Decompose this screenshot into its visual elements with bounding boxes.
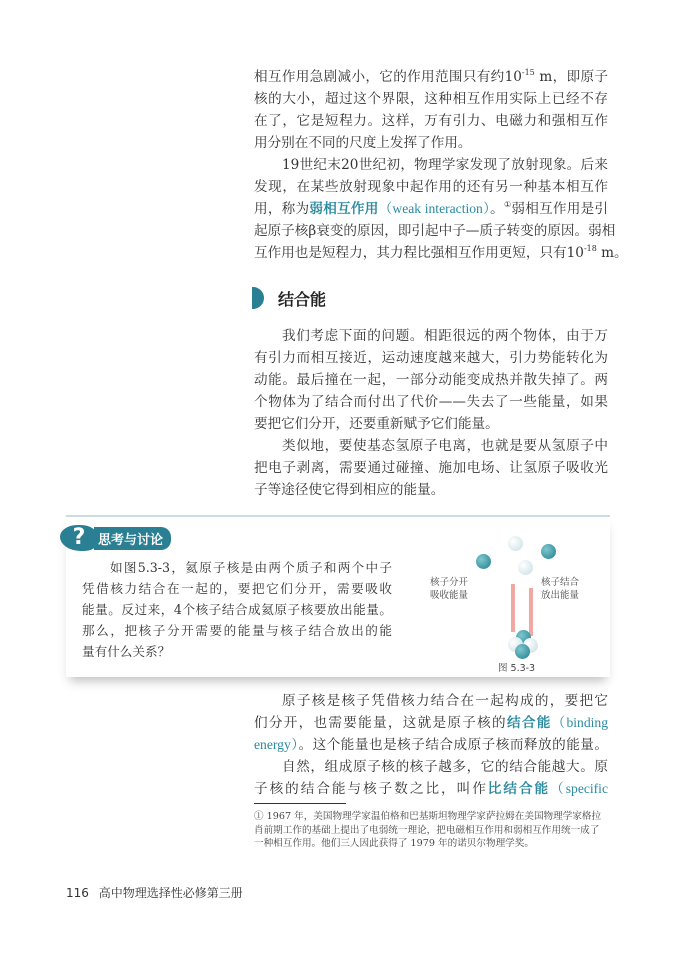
text-line [254,413,608,435]
text-segment: 起原子核β衰变的原因，即引起中子—质子转变的原因。弱相 [254,223,616,239]
key-term: 结合能 [506,715,552,731]
text-line [82,641,392,662]
text-line [254,110,608,132]
figure-caption: 图 5.3-3 [498,663,536,674]
text-line [82,578,392,599]
text-segment: 19世纪末20世纪初，物理学家发现了放射现象。后来 [282,157,608,173]
superscript: -18 [583,244,597,253]
label-line: 核子分开 [430,577,469,588]
text-line [254,690,608,712]
text-line [254,325,608,347]
text-segment: 我们考虑下面的问题。相距很远的两个物体，由于万 [282,328,608,344]
text-segment: 那么，把核子分开需要的能量与核子结合放出的能 [82,623,392,638]
text-segment: 互作用也是短程力，其力程比强相互作用更短，只有10 [254,245,584,261]
text-line [254,198,608,220]
english-term: （specific [550,781,608,796]
english-term: （binding [551,715,608,730]
text-line [82,557,392,578]
text-line [254,756,608,778]
label-combine [541,576,579,602]
text-line [254,435,608,457]
question-mark-icon: ? [60,525,98,551]
text-segment: 们分开，也需要能量，这就是原子核的 [254,715,507,731]
page-footer [66,884,243,901]
paragraph-block-forces [254,66,628,264]
proton-icon [541,544,556,559]
book-title: 高中物理选择性必修第三册 [98,886,243,900]
box-question-text [82,557,392,662]
text-line [254,66,608,88]
text-segment: 把电子剥离，需要通过碰撞、施加电场、让氢原子吸收光 [254,460,608,476]
text-segment: 个物体为了结合而付出了代价——失去了一些能量，如果 [254,394,608,410]
text-line [254,220,616,242]
text-line [254,778,608,800]
footnote-divider [254,803,346,804]
text-segment: 如图5.3-3，氦原子核是由两个质子和两个中子 [110,560,392,575]
label-line: 核子结合 [541,577,580,588]
label-line: 放出能量 [541,590,580,601]
text-line [254,347,608,369]
label-separate [430,576,468,602]
text-segment: 自然，组成原子核的核子越多，它的结合能越大。原 [282,759,608,775]
nucleus-proton-icon [515,644,530,659]
text-segment: m，即原子 [534,69,609,85]
heading-marker-icon [252,287,264,309]
text-line [254,88,608,110]
text-segment: 量有什么关系？ [82,644,171,659]
text-segment: 在了，它是短程力。这样，万有引力、电磁力和强相互作 [254,113,608,129]
text-segment: 凭借核力结合在一起的，要把它们分开，需要吸收 [82,581,392,596]
text-segment: 子等途径使它得到相应的能量。 [254,482,445,498]
text-segment: 动能。最后撞在一起，一部分动能变成热并散失掉了。两 [254,372,608,388]
box-title: 思考与讨论 [94,527,171,550]
key-term: 比结合能 [487,781,551,797]
text-segment: 。 [490,201,504,217]
text-segment: 用分别在不同的尺度上发挥了作用。 [254,135,472,151]
text-line [254,712,608,734]
think-discuss-badge [60,525,171,551]
text-segment: 要把它们分开，还要重新赋予它们能量。 [254,416,499,432]
arrow-down-icon [529,588,533,636]
label-line: 吸收能量 [430,590,469,601]
heading-text: 结合能 [278,289,327,309]
text-line [254,132,608,154]
text-segment: 子核的结合能与核子数之比，叫作 [254,781,488,797]
text-segment: 。这个能量也是核子结合成原子核而释放的能量。 [298,737,608,753]
text-line [254,734,608,756]
arrow-up-icon [511,584,515,632]
page-number: 116 [66,886,89,900]
text-segment: 发现，在某些放射现象中起作用的还有另一种基本相互作 [254,179,608,195]
proton-icon [476,554,491,569]
text-segment: 有引力而相互接近，运动速度越来越大，引力势能转化为 [254,350,608,366]
text-segment: 能量。反过来，4个核子结合成氦原子核要放出能量。 [82,602,392,617]
text-line [82,620,392,641]
text-line [254,369,608,391]
text-line [254,242,628,264]
key-term: 弱相互作用 [309,201,379,217]
english-term: （weak interaction） [378,201,491,216]
text-segment: 核的大小，超过这个界限，这种相互作用实际上已经不存 [254,91,608,107]
text-line [82,599,392,620]
footnote: ① 1967 年，美国物理学家温伯格和巴基斯坦物理学家萨拉姆在美国物理学家格拉肖前期工作的基础上提出了电弱统一理论，把电磁相互作用和弱相互作用统一成了一种相互作用。他们三人因此获得了 1979 年的诺贝尔物理学奖。 [254,811,602,849]
superscript: -15 [521,68,535,77]
text-segment: m。 [596,245,628,261]
text-segment: 相互作用急剧减小，它的作用范围只有约10 [254,69,522,85]
text-line [254,154,608,176]
text-segment: 用，称为 [254,201,310,217]
figure-5-3-3 [426,532,606,672]
text-line [254,479,608,501]
text-line [254,457,608,479]
think-discuss-box [66,515,610,677]
paragraph-block-binding-intro [254,325,608,501]
section-heading [252,286,326,310]
neutron-icon [508,536,523,551]
text-segment: 原子核是核子凭借核力结合在一起构成的，要把它 [282,693,608,709]
text-line [254,176,608,198]
paragraph-block-binding-energy [254,690,608,800]
text-segment: 弱相互作用是引 [511,201,609,217]
neutron-icon [518,560,533,575]
text-line [254,391,608,413]
english-term: energy） [254,737,299,752]
superscript: ① [503,200,512,209]
text-segment: 类似地，要使基态氢原子电离，也就是要从氢原子中 [282,438,608,454]
